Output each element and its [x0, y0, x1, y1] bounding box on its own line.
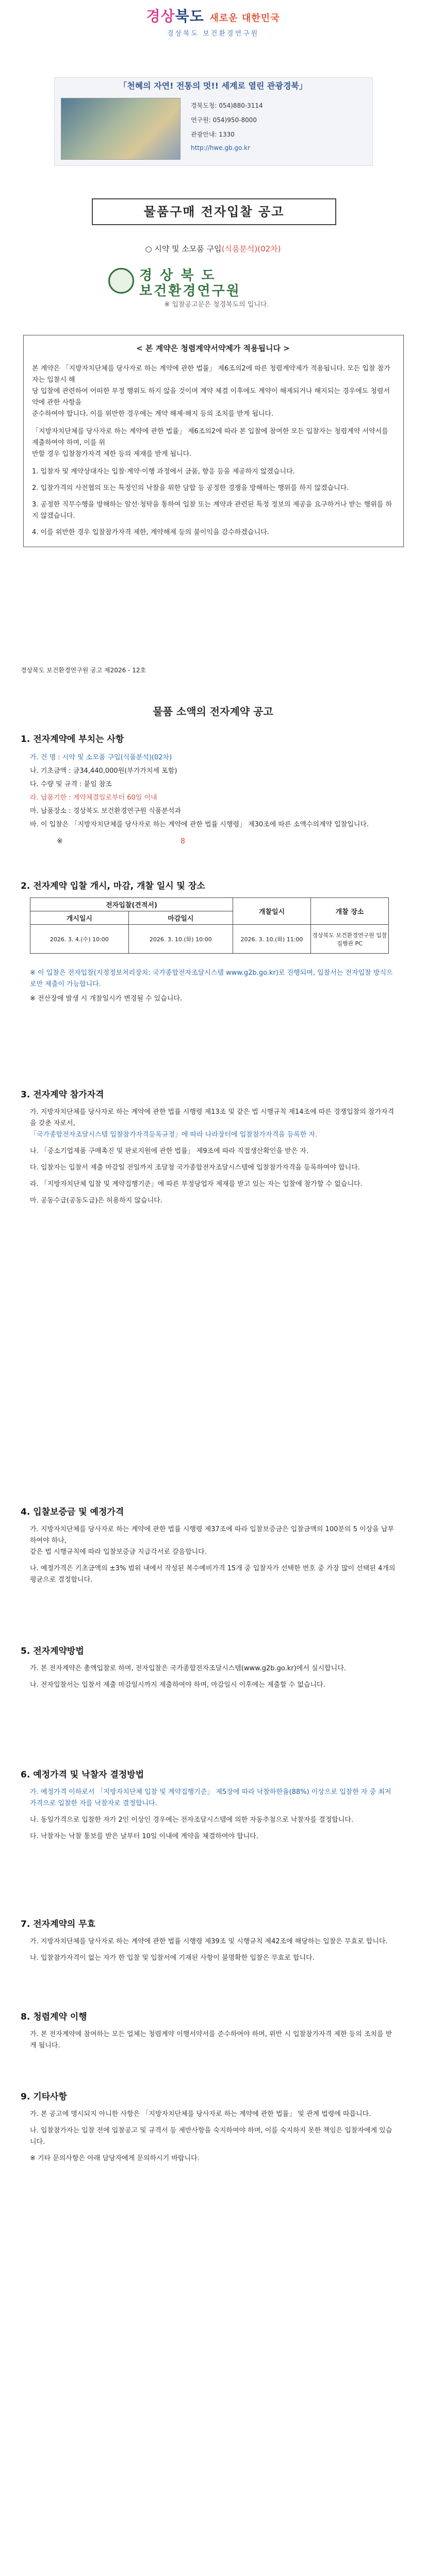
- agency-note: ※ 입찰공고문은 청경북도의 입니다.: [164, 301, 269, 309]
- section-1-title: 1. 전자계약에 부치는 사항: [21, 734, 124, 744]
- captcha-value: 8: [181, 837, 185, 845]
- section-2-notes: [30, 968, 396, 1005]
- section-5-title: 5. 전자계약방법: [21, 1646, 84, 1656]
- table-cell: 2026. 3. 4.(수) 10:00: [30, 925, 129, 954]
- paragraph: 라. 「지방자치단체 입찰 및 계약집행기준」에 따른 부정당업자 제재를 받고 있는 자는 입찰에 참가할 수 없습니다.: [30, 1180, 363, 1188]
- paragraph: 나. 「중소기업제품 구매촉진 및 판로지원에 관한 법률」 제9조에 따라 직접생산확인을 받은 자.: [30, 1147, 309, 1155]
- notice-paragraph: 반할 경우 입찰참가자격 제한 등의 제재를 받게 됩니다.: [32, 450, 192, 458]
- section-1-body: [30, 751, 401, 832]
- section-8-body: [30, 2029, 396, 2052]
- notice-paragraph: 준수하여야 합니다. 이를 위반한 경우에는 계약 해제·해지 등의 조치를 받게 됩니다.: [32, 410, 274, 418]
- notice-paragraph: 당 입찰에 관련하여 어떠한 부정 행위도 하지 않을 것이며 계약 체결 이후에도 계약이 해제되거나 해지되는 경우에도 청렴서약에 관한 사항을: [32, 387, 390, 406]
- note-line: ※ 이 입찰은 전자입찰(지정정보처리장치: 국가종합전자조달시스템 www.g2b.go.kr)로 진행되며, 입찰서는 전자입찰 방식으로만 제출이 가능합니다.: [30, 969, 393, 988]
- paragraph: 나. 입찰참가자격이 없는 자가 한 입찰 및 입찰서에 기재된 사항이 불명확한 입찰은 무효로 합니다.: [30, 1954, 315, 1962]
- notice-number: 경상북도 보건환경연구원 공고 제2026 - 12호: [21, 667, 146, 674]
- photo-title: 「천혜의 자연! 전통의 멋!! 세계로 열린 관광경북」: [119, 81, 307, 91]
- table-cell: 2026. 3. 10.(화) 10:00: [128, 925, 233, 954]
- subtitle-line: [62, 243, 364, 254]
- agency-name-line2: 보건환경연구원: [139, 283, 241, 299]
- paragraph: 나. 입찰참가자는 입찰 전에 입찰공고 및 규격서 등 제반사항을 숙지하여야 하며, 이를 숙지하지 못한 책임은 입찰자에게 있습니다.: [30, 2127, 392, 2146]
- paragraph: 같은 법 시행규칙에 따라 입찰보증금 지급각서로 갈음합니다.: [30, 1548, 207, 1556]
- header-banner: [23, 5, 403, 57]
- section-7-title: 7. 전자계약의 무효: [21, 1919, 96, 1929]
- paragraph: 나. 예정가격은 기초금액의 ±3% 범위 내에서 작성된 복수예비가격 15개 중 입찰자가 선택한 번호 중 가장 많이 선택된 4개의 평균으로 결정합니다.: [30, 1565, 396, 1584]
- section-7-body: [30, 1936, 396, 1964]
- subtitle-tag: (식품분석)(02차): [221, 244, 281, 253]
- logo-part-b: 북도: [175, 8, 204, 25]
- section-8-title: 8. 청렴계약 이행: [21, 2012, 87, 2022]
- delivery-place: 마. 납품장소 : 경상북도 보건환경연구원 식품분석과: [30, 807, 181, 815]
- paragraph: 가. 지방자치단체를 당사자로 하는 계약에 관한 법률 시행령 제37조에 따라 입찰보증금은 입찰금액의 100분의 5 이상을 납부하여야 하나,: [30, 1526, 394, 1545]
- document-title: 물품 소액의 전자계약 공고: [153, 705, 273, 718]
- logo: [23, 5, 403, 26]
- paragraph: 가. 본 공고에 명시되지 아니한 사항은 「지방자치단체를 당사자로 하는 계약에 관한 법률」 및 관계 법령에 따릅니다.: [30, 2110, 371, 2118]
- bid-type-note: 바. 이 입찰은 「지방자치단체를 당사자로 하는 계약에 관한 법률 시행령」 제30조에 따른 소액수의계약 입찰입니다.: [30, 821, 369, 828]
- spec-line: 다. 수량 및 규격 : 붙임 참조: [30, 781, 112, 788]
- section-9-title: 9. 기타사항: [21, 2092, 67, 2102]
- contact-line: 관광안내: 1330: [191, 131, 235, 138]
- paragraph: 「국가종합전자조달시스템 입찰참가자격등록규정」에 따라 나라장터에 입찰참가자격을 등록한 자.: [30, 1131, 318, 1139]
- banner-subtitle: 경상북도 보건환경연구원: [167, 30, 259, 38]
- section-4-title: 4. 입찰보증금 및 예정가격: [21, 1507, 124, 1517]
- notice-item: 1. 입찰자 및 계약상대자는 입찰·계약·이행 과정에서 금품, 향응 등을 제공하지 않겠습니다.: [32, 468, 295, 476]
- notice-item: 2. 입찰가격의 사전협의 또는 특정인의 낙찰을 위한 담합 등 공정한 경쟁을 방해하는 행위를 하지 않겠습니다.: [32, 484, 349, 492]
- schedule-table: [30, 897, 389, 954]
- table-header: 마감일시: [128, 911, 233, 925]
- contact-line: 경북도청: 054)880-3114: [191, 102, 263, 109]
- table-header: 개찰일시: [233, 898, 311, 925]
- paragraph: 가. 지방자치단체를 당사자로 하는 계약에 관한 법률 시행령 제13조 및 같은 법 시행규칙 제14조에 따른 경쟁입찰의 참가자격을 갖춘 자로서,: [30, 1108, 395, 1127]
- notice-item: 3. 공정한 직무수행을 방해하는 알선·청탁을 통하여 입찰 또는 계약과 관련된 특정 정보의 제공을 요구하거나 받는 행위를 하지 않겠습니다.: [32, 501, 392, 520]
- bid-name: 가. 건 명 : 시약 및 소모품 구입(식품분석)(02차): [30, 754, 172, 761]
- paragraph: 가. 지방자치단체를 당사자로 하는 계약에 관한 법률 시행령 제39조 및 시행규칙 제42조에 해당하는 입찰은 무효로 합니다.: [30, 1938, 388, 1945]
- paragraph: 마. 공동수급(공동도급)은 허용하지 않습니다.: [30, 1197, 162, 1205]
- section-3-body: [30, 1107, 396, 1207]
- table-header: 개시일시: [30, 911, 129, 925]
- scenery-photo: [61, 98, 181, 160]
- paragraph: 나. 전자입찰서는 입찰서 제출 마감일시까지 제출하여야 하며, 마감일시 이후에는 제출할 수 없습니다.: [30, 1681, 325, 1689]
- section-5-body: [30, 1663, 396, 1691]
- section-9-body: [30, 2109, 396, 2164]
- section-2-title: 2. 전자계약 입찰 개시, 마감, 개찰 일시 및 장소: [21, 881, 205, 891]
- agency-name: [139, 268, 241, 299]
- section-3-title: 3. 전자계약 참가자격: [21, 1090, 104, 1100]
- table-cell: 경상북도 보건환경연구원 입찰집행관 PC: [311, 925, 389, 954]
- delivery-deadline: 라. 납품기한 : 계약체결일로부터 60일 이내: [30, 794, 157, 802]
- captcha-note: ※: [57, 837, 63, 845]
- paragraph: 가. 예정가격 이하로서 「지방자치단체 입찰 및 계약집행기준」 제5장에 따라 낙찰하한율(88%) 이상으로 입찰한 자 중 최저가격으로 입찰한 자를 낙찰자로 결정합니다.: [30, 1788, 391, 1807]
- base-amount: 나. 기초금액 : 금34,440,000원(부가가치세 포함): [30, 767, 177, 775]
- section-4-body: [30, 1524, 396, 1586]
- notice-body: [32, 363, 394, 538]
- page-title: 물품구매 전자입찰 공고: [92, 198, 336, 225]
- note-line: ※ 전산장애 발생 시 개찰일시가 변경될 수 있습니다.: [30, 995, 183, 1003]
- notice-paragraph: 「지방자치단체를 당사자로 하는 계약에 관한 법률」 제6조의2에 따라 본 입찰에 참여한 모든 입찰자는 청렴계약 서약서를 제출하여야 하며, 이를 위: [32, 428, 388, 447]
- logo-part-c: 새로운 대한민국: [209, 13, 280, 24]
- logo-part-a: 경상: [146, 8, 175, 25]
- table-cell: 2026. 3. 10.(화) 11:00: [233, 925, 311, 954]
- table-header: 개찰 장소: [311, 898, 389, 925]
- paragraph: 가. 본 전자계약에 참여하는 모든 업체는 청렴계약 이행서약서를 준수하여야 하며, 위반 시 입찰참가자격 제한 등의 조치를 받게 됩니다.: [30, 2030, 392, 2049]
- table-header: 전자입찰(견적서): [30, 898, 233, 911]
- paragraph: 나. 동일가격으로 입찰한 자가 2인 이상인 경우에는 전자조달시스템에 의한 자동추첨으로 낙찰자를 결정합니다.: [30, 1816, 354, 1824]
- notice-heading: < 본 계약은 청렴계약서약제가 적용됩니다 >: [136, 344, 290, 353]
- agency-seal-icon: [108, 268, 134, 294]
- paragraph: ※ 기타 문의사항은 아래 담당자에게 문의하시기 바랍니다.: [30, 2155, 200, 2162]
- subtitle-text: ○ 시약 및 소모품 구입: [145, 244, 222, 253]
- notice-item: 4. 이를 위반한 경우 입찰참가자격 제한, 계약해제 등의 불이익을 감수하겠습니다.: [32, 529, 269, 536]
- website-link[interactable]: http://hwe.gb.go.kr: [191, 144, 250, 151]
- paragraph: 다. 입찰자는 입찰서 제출 마감일 전일까지 조달청 국가종합전자조달시스템에 입찰참가자격을 등록하여야 합니다.: [30, 1164, 360, 1172]
- contact-line: 연구원: 054)950-8000: [191, 116, 257, 124]
- section-6-body: [30, 1787, 396, 1842]
- paragraph: 다. 낙찰자는 낙찰 통보를 받은 날부터 10일 이내에 계약을 체결하여야 합니다.: [30, 1833, 258, 1840]
- paragraph: 가. 본 전자계약은 총액입찰로 하며, 전자입찰은 국가종합전자조달시스템(www.g2b.go.kr)에서 실시합니다.: [30, 1665, 346, 1672]
- section-6-title: 6. 예정가격 및 낙찰자 결정방법: [21, 1770, 144, 1780]
- notice-paragraph: 본 계약은 「지방자치단체를 당사자로 하는 계약에 관한 법률」 제6조의2에 따른 청렴계약제가 적용됩니다. 모든 입찰 참가자는 입찰시 해: [32, 365, 390, 384]
- agency-name-line1: 경 상 북 도: [139, 268, 216, 283]
